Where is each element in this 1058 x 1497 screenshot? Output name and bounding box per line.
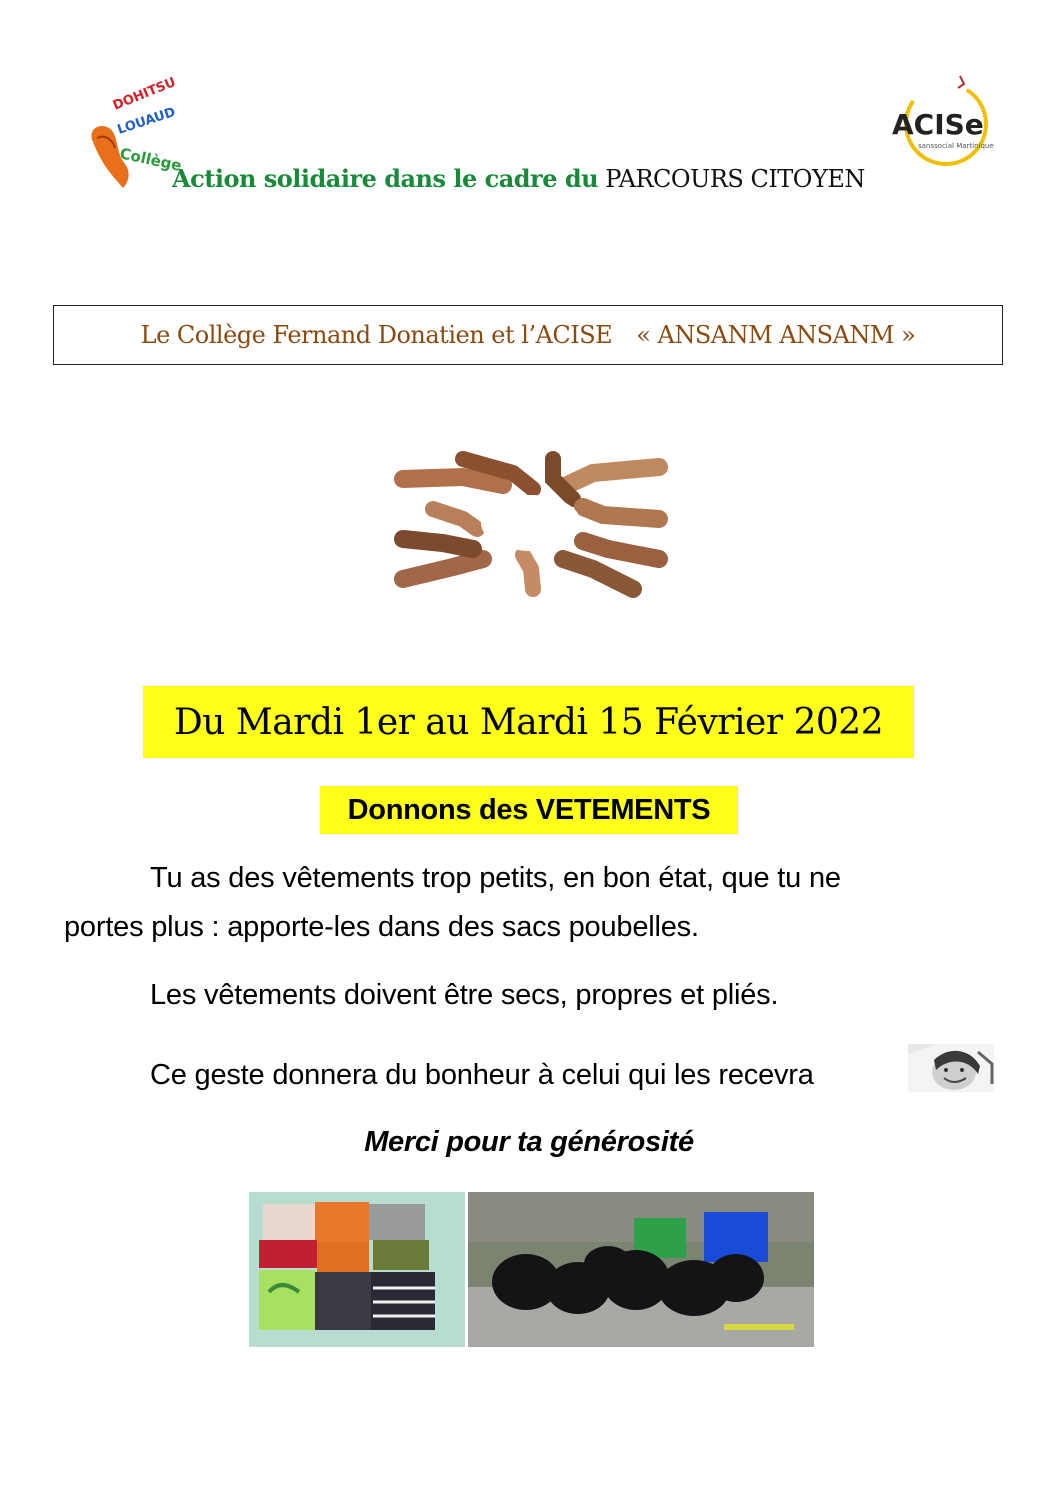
garbage-bags-photo <box>468 1192 814 1347</box>
header-dark-text: PARCOURS CITOYEN <box>605 165 865 193</box>
svg-text:sanssocial Martinique: sanssocial Martinique <box>918 142 994 150</box>
thanks-message: Merci pour ta générosité <box>364 1126 694 1158</box>
paragraph-2: Les vêtements doivent être secs, propres et pliés. <box>150 979 779 1011</box>
paragraph-3: Ce geste donnera du bonheur à celui qui les recevra <box>150 1059 814 1091</box>
svg-text:LOUAUD: LOUAUD <box>115 104 178 138</box>
subtitle: Donnons des VETEMENTS <box>320 786 738 834</box>
folded-clothes-photo <box>249 1192 465 1347</box>
framed-title <box>53 305 1003 365</box>
header-line <box>172 164 865 193</box>
framed-title-right: « ANSANM ANSANM » <box>636 321 916 349</box>
header-green-text: Action solidaire dans le cadre du <box>172 164 599 193</box>
svg-text:Collège: Collège <box>118 144 184 175</box>
paragraph-1-line-2: portes plus : apporte-les dans des sacs poubelles. <box>64 911 699 943</box>
svg-text:ACISe: ACISe <box>892 108 984 141</box>
child-smile-photo <box>908 1044 994 1092</box>
framed-title-left: Le Collège Fernand Donatien et l’ACISE <box>140 321 613 349</box>
acise-logo <box>888 72 994 172</box>
hands-circle-image <box>403 459 659 589</box>
svg-text:DOHITSU: DOHITSU <box>110 74 179 114</box>
college-logo <box>85 74 184 192</box>
date-banner: Du Mardi 1er au Mardi 15 Février 2022 <box>143 686 914 758</box>
paragraph-1-line-1: Tu as des vêtements trop petits, en bon état, que tu ne <box>150 862 841 894</box>
